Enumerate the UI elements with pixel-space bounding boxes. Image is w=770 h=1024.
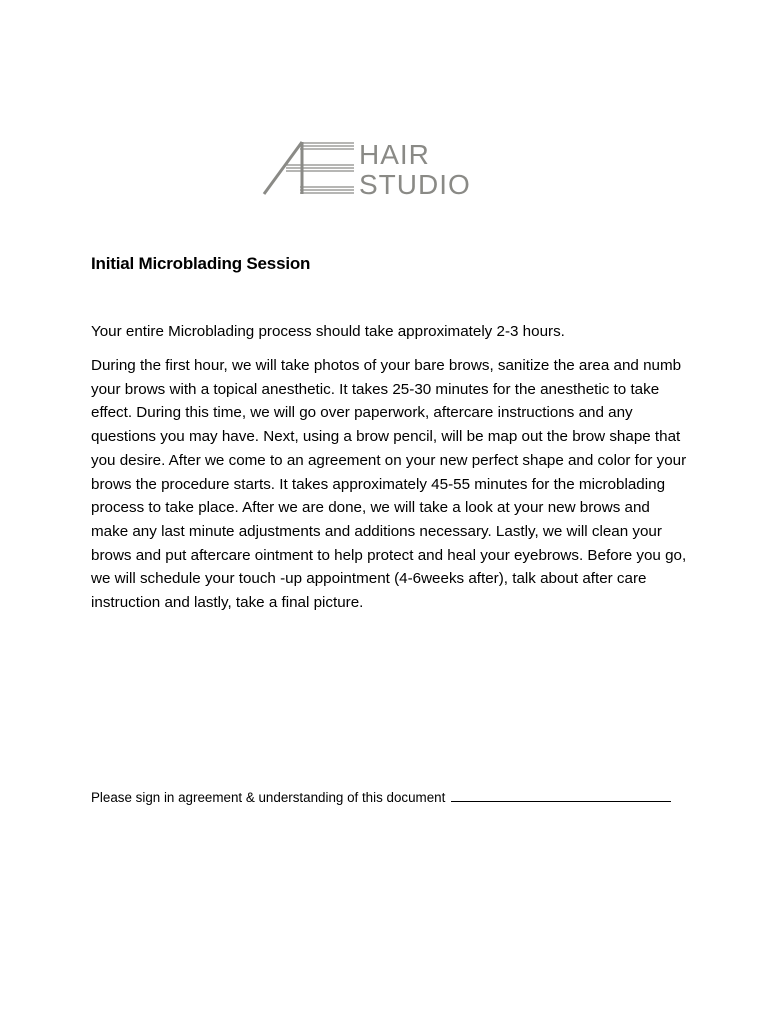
document-title: Initial Microblading Session	[91, 254, 311, 273]
process-paragraph: During the first hour, we will take photos of your bare brows, sanitize the area and numb your brows with a topical anesthetic. It takes 25-30 minutes for the anesthetic to take effect. During this time, we will go over paperwork, aftercare instructions and any questions you may have. Next, using a brow pencil, will be map out the brow shape that you desire. After we come to an agreement on your new perfect shape and color for your brows the procedure starts. It takes approximately 45-55 minutes for the microblading process to take place. After we are done, we will take a look at your new brows and make any last minute adjustments and additions necessary. Lastly, we will clean your brows and put aftercare ointment to help protect and heal your eyebrows. Before you go, we will schedule your touch -up appointment (4-6weeks after), talk about after care instruction and lastly, take a final picture.	[91, 357, 687, 612]
signature-row	[91, 789, 671, 805]
duration-paragraph: Your entire Microblading process should take approximately 2-3 hours.	[91, 323, 565, 340]
ae-hair-studio-logo	[262, 138, 484, 198]
logo-word-hair: HAIR	[359, 139, 430, 170]
logo-word-studio: STUDIO	[359, 169, 471, 198]
signature-line[interactable]	[451, 789, 671, 802]
signature-label: Please sign in agreement & understanding of this document	[91, 790, 446, 805]
